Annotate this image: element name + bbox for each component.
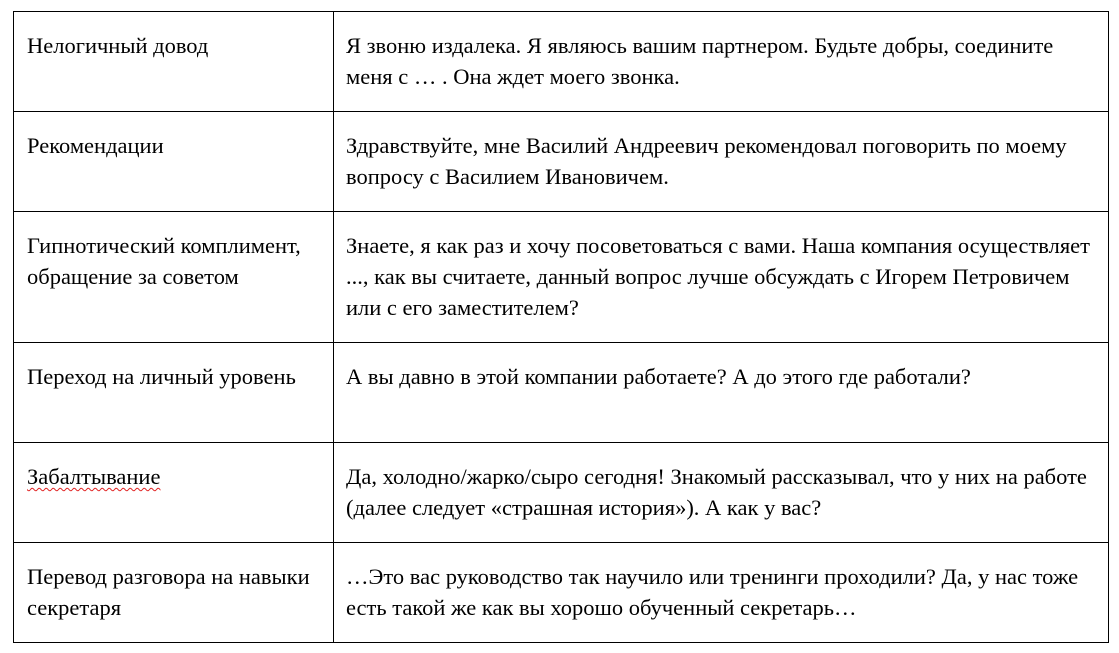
example-cell: А вы давно в этой компании работаете? А до этого где работали? xyxy=(334,343,1109,443)
technique-cell: Гипнотический комплимент, обращение за советом xyxy=(14,212,334,343)
table-row xyxy=(14,12,1109,112)
example-cell: Здравствуйте, мне Василий Андреевич рекомендовал поговорить по моему вопросу с Василием Ивановичем. xyxy=(334,112,1109,212)
technique-cell xyxy=(14,443,334,543)
example-cell: …Это вас руководство так научило или тренинги проходили? Да, у нас тоже есть такой же как вы хорошо обученный секретарь… xyxy=(334,543,1109,643)
table-row xyxy=(14,212,1109,343)
table-row xyxy=(14,343,1109,443)
technique-cell: Рекомендации xyxy=(14,112,334,212)
table-row xyxy=(14,112,1109,212)
example-cell: Да, холодно/жарко/сыро сегодня! Знакомый рассказывал, что у них на работе (далее следует «страшная история»). А как у вас? xyxy=(334,443,1109,543)
example-cell: Я звоню издалека. Я являюсь вашим партнером. Будьте добры, соедините меня с … . Она ждет моего звонка. xyxy=(334,12,1109,112)
technique-cell: Перевод разговора на навыки секретаря xyxy=(14,543,334,643)
technique-cell: Нелогичный довод xyxy=(14,12,334,112)
example-cell: Знаете, я как раз и хочу посоветоваться с вами. Наша компания осуществляет ..., как вы считаете, данный вопрос лучше обсуждать с Игорем Петровичем или с его заместителем? xyxy=(334,212,1109,343)
table-row xyxy=(14,443,1109,543)
spellcheck-flagged-word: Забалтывание xyxy=(27,464,161,489)
techniques-table xyxy=(13,11,1109,643)
table-row xyxy=(14,543,1109,643)
technique-cell: Переход на личный уровень xyxy=(14,343,334,443)
